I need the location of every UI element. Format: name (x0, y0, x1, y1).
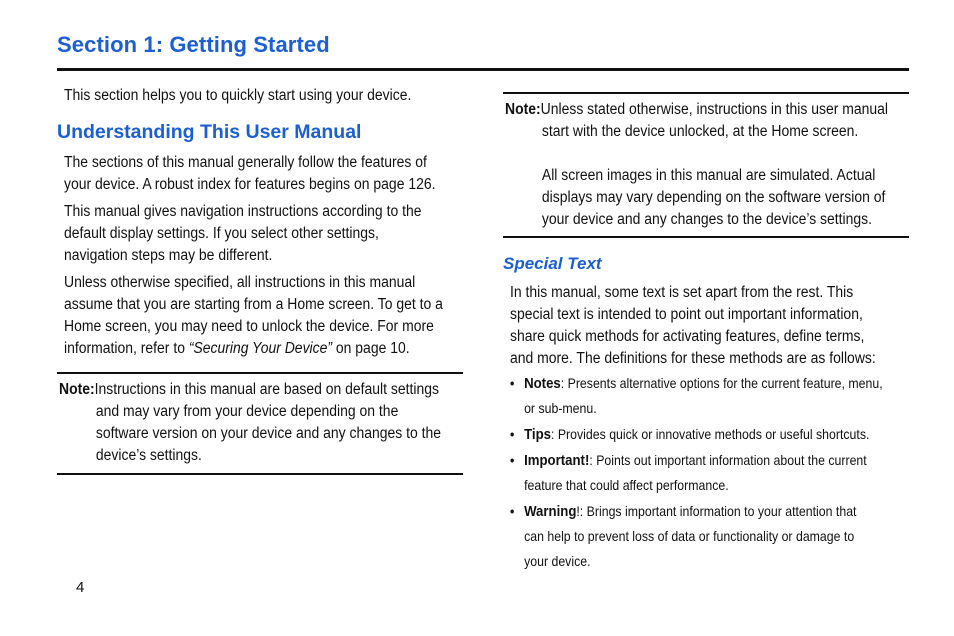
text-line: Unless stated otherwise, instructions in this user manual (540, 101, 889, 118)
text-line: software version on your device and any changes to the (95, 425, 441, 442)
paragraph-navigation (64, 201, 460, 267)
title-rule (57, 68, 909, 71)
bullet-dot: • (510, 452, 515, 468)
text-line: : Presents alternative options for the current feature, menu, (560, 375, 883, 391)
text-line: share quick methods for activating features, define terms, (510, 328, 865, 345)
list-item-warning (510, 499, 902, 574)
bullet-term: Notes (524, 375, 561, 392)
left-note (59, 379, 464, 467)
list-item-notes (510, 371, 902, 421)
text-line: and may vary from your device depending on the (95, 403, 399, 420)
text-line: your device. (524, 553, 591, 569)
securing-device-link[interactable]: “Securing Your Device” (188, 340, 333, 357)
right-note-rule-top (503, 92, 909, 94)
note-rule-bottom (57, 473, 463, 475)
list-item-tips (510, 422, 902, 447)
text-line: or sub-menu. (524, 400, 597, 416)
text-line: device’s settings. (95, 447, 202, 464)
paragraph-home-screen (64, 272, 460, 360)
text-line: Home screen, you may need to unlock the device. For more (64, 318, 434, 335)
special-text-paragraph (510, 282, 906, 370)
text-line: your device. A robust index for features begins on page 126. (64, 176, 436, 193)
bullet-term: Tips (524, 426, 551, 443)
text-line: displays may vary depending on the software version of (541, 189, 886, 206)
bullet-term: Important! (524, 452, 590, 469)
note-rule-top (57, 372, 463, 374)
bullet-dot: • (510, 426, 515, 442)
bullet-term: Warning (524, 503, 577, 520)
text-line: default display settings. If you select other settings, (64, 225, 379, 242)
list-item-important (510, 448, 902, 498)
understanding-heading: Understanding This User Manual (57, 121, 362, 143)
text-line: navigation steps may be different. (64, 247, 273, 264)
text-line: start with the device unlocked, at the Home screen. (541, 123, 859, 140)
text-line: !: Brings important information to your attention that (576, 503, 857, 519)
special-text-list (510, 371, 954, 575)
note-label: Note: (59, 381, 95, 398)
text-line: assume that you are starting from a Home screen. To get to a (64, 296, 443, 313)
text-line: information, refer to (64, 340, 189, 357)
text-line: special text is intended to point out important information, (510, 306, 863, 323)
page-title: Section 1: Getting Started (57, 32, 330, 57)
text-line: your device and any changes to the device’s settings. (541, 211, 873, 228)
right-note-rule-bottom (503, 236, 909, 238)
text-line: on page 10. (332, 340, 410, 357)
text-line: : Provides quick or innovative methods or useful shortcuts. (550, 426, 870, 442)
text-line: This manual gives navigation instructions according to the (64, 203, 422, 220)
text-line: All screen images in this manual are simulated. Actual (541, 167, 876, 184)
text-line: Unless otherwise specified, all instructions in this manual (64, 274, 416, 291)
text-line: : Points out important information about the current (589, 452, 867, 468)
text-line: and more. The definitions for these methods are as follows: (510, 350, 876, 367)
text-line: The sections of this manual generally follow the features of (64, 154, 427, 171)
intro-paragraph: This section helps you to quickly start using your device. (64, 87, 412, 104)
text-line: In this manual, some text is set apart from the rest. This (510, 284, 854, 301)
text-line: feature that could affect performance. (524, 477, 729, 493)
text-line: can help to prevent loss of data or functionality or damage to (524, 528, 855, 544)
special-text-heading: Special Text (503, 254, 602, 273)
bullet-dot: • (510, 375, 515, 391)
page-number: 4 (76, 579, 85, 596)
note-label: Note: (505, 101, 541, 118)
bullet-dot: • (510, 503, 515, 519)
right-note (505, 99, 910, 231)
text-line: Instructions in this manual are based on default settings (94, 381, 439, 398)
paragraph-sections (64, 152, 460, 196)
